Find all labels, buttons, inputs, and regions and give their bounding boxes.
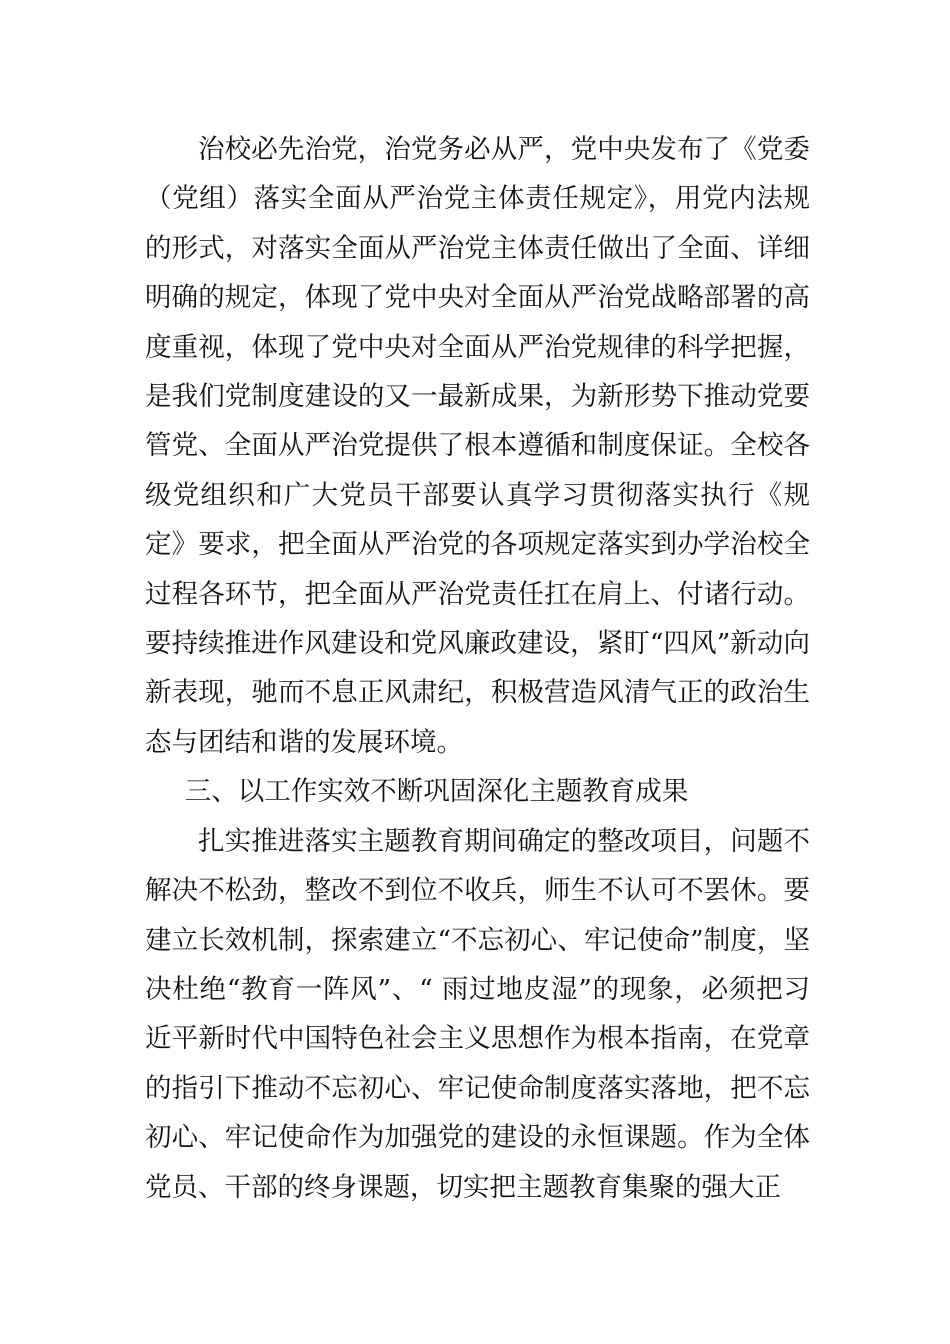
document-body xyxy=(145,125,810,1212)
body-paragraph-1: 治校必先治党，治党务必从严，党中央发布了《党委（党组）落实全面从严治党主体责任规定》，用党内法规的形式，对落实全面从严治党主体责任做出了全面、详细明确的规定，体现了党中央对全面从严治党战略部署的高度重视，体现了党中央对全面从严治党规律的科学把握，是我们党制度建设的又一最新成果，为新形势下推动党要管党、全面从严治党提供了根本遵循和制度保证。全校各级党组织和广大党员干部要认真学习贯彻落实执行《规定》要求，把全面从严治党的各项规定落实到办学治校全过程各环节，把全面从严治党责任扛在肩上、付诸行动。要持续推进作风建设和党风廉政建设，紧盯“四风”新动向新表现，驰而不息正风肃纪，积极营造风清气正的政治生态与团结和谐的发展环境。 xyxy=(145,134,810,758)
section-heading-3: 三、以工作实效不断巩固深化主题教育成果 xyxy=(184,776,689,808)
body-paragraph-2: 扎实推进落实主题教育期间确定的整改项目，问题不解决不松劲，整改不到位不收兵，师生不认可不罢休。要建立长效机制，探索建立“不忘初心、牢记使命”制度，坚决杜绝“教育一阵风”、“ 雨过地皮湿”的现象，必须把习近平新时代中国特色社会主义思想作为根本指南，在党章的指引下推动不忘初心、牢记使命制度落实落地，把不忘初心、牢记使命作为加强党的建设的永恒课题。作为全体党员、干部的终身课题，切实把主题教育集聚的强大正 xyxy=(145,825,810,1203)
